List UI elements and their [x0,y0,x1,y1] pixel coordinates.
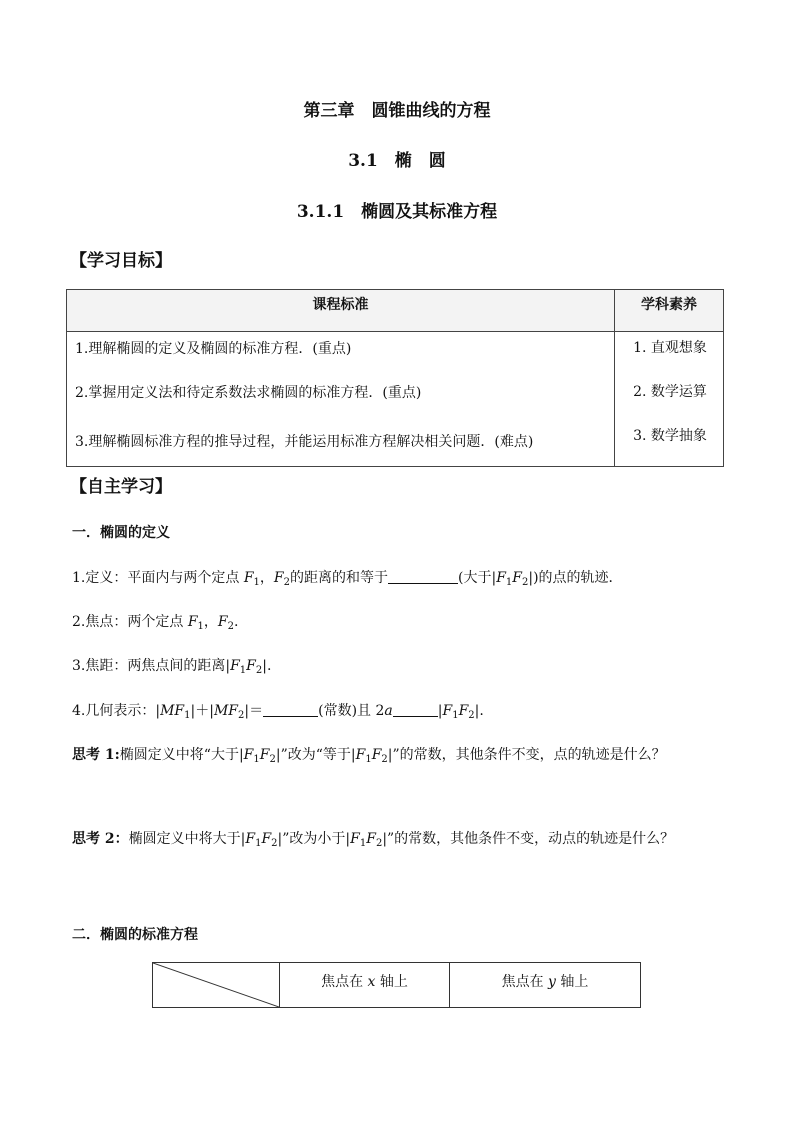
standard-equation-table [152,962,641,1008]
standard-item: 3.理解椭圆标准方程的推导过程，并能运用标准方程解决相关问题．(难点) [75,434,534,450]
think1-line: 思考 1:椭圆定义中将“大于$|F_1F_2|$”改为“等于$|F_1F_2|$”的常数，其他条件不变，点的轨迹是什么？ [72,747,666,765]
standards-cell [67,332,615,467]
focal-distance-line: 3.焦距：两焦点间的距离$|F_1F_2|$. [72,658,272,676]
geometric-line: 4.几何表示：$|MF_1|+|MF_2|=$ (常数)且 2a $|F_1F_2|$. [72,703,484,721]
part1-title: 一．椭圆的定义 [72,525,170,541]
literacy-cell [615,332,724,467]
col-literacy-header: 学科素养 [615,290,724,332]
subsection-title: 3.1.1 椭圆及其标准方程 [296,202,498,222]
answer-blank[interactable] [263,702,318,717]
literacy-item: 2. 数学运算 [633,384,707,400]
definition-line: 1.定义：平面内与两个定点 $F_1$，$F_2$的距离的和等于 (大于$|F_1F_2|$)的点的轨迹． [72,570,623,588]
standard-item: 2.掌握用定义法和待定系数法求椭圆的标准方程．(重点) [75,385,422,401]
answer-blank[interactable] [393,702,438,717]
self-study-heading: 【自主学习】 [70,477,172,497]
part2-title: 二．椭圆的标准方程 [72,927,198,943]
section-title: 3.1 椭 圆 [348,151,446,171]
answer-blank[interactable] [388,569,458,584]
learning-goals-table [66,289,724,467]
chapter-title: 第三章 圆锥曲线的方程 [303,101,491,121]
learning-goals-heading: 【学习目标】 [70,251,172,271]
standard-item: 1.理解椭圆的定义及椭圆的标准方程．(重点) [75,341,352,357]
literacy-item: 3. 数学抽象 [633,428,707,444]
think2-line: 思考 2：椭圆定义中将大于$|F_1F_2|$”改为小于$|F_1F_2|$”的常数，其他条件不变，动点的轨迹是什么？ [72,831,675,849]
diagonal-header-line [153,963,279,1007]
literacy-item: 1. 直观想象 [633,340,707,356]
focus-line: 2.焦点：两个定点 $F_1$，$F_2$. [72,614,239,632]
col-focus-y-header: 焦点在 y 轴上 [449,963,640,1007]
col-focus-x-header: 焦点在 x 轴上 [279,963,449,1007]
col-standard-header: 课程标准 [67,290,615,332]
